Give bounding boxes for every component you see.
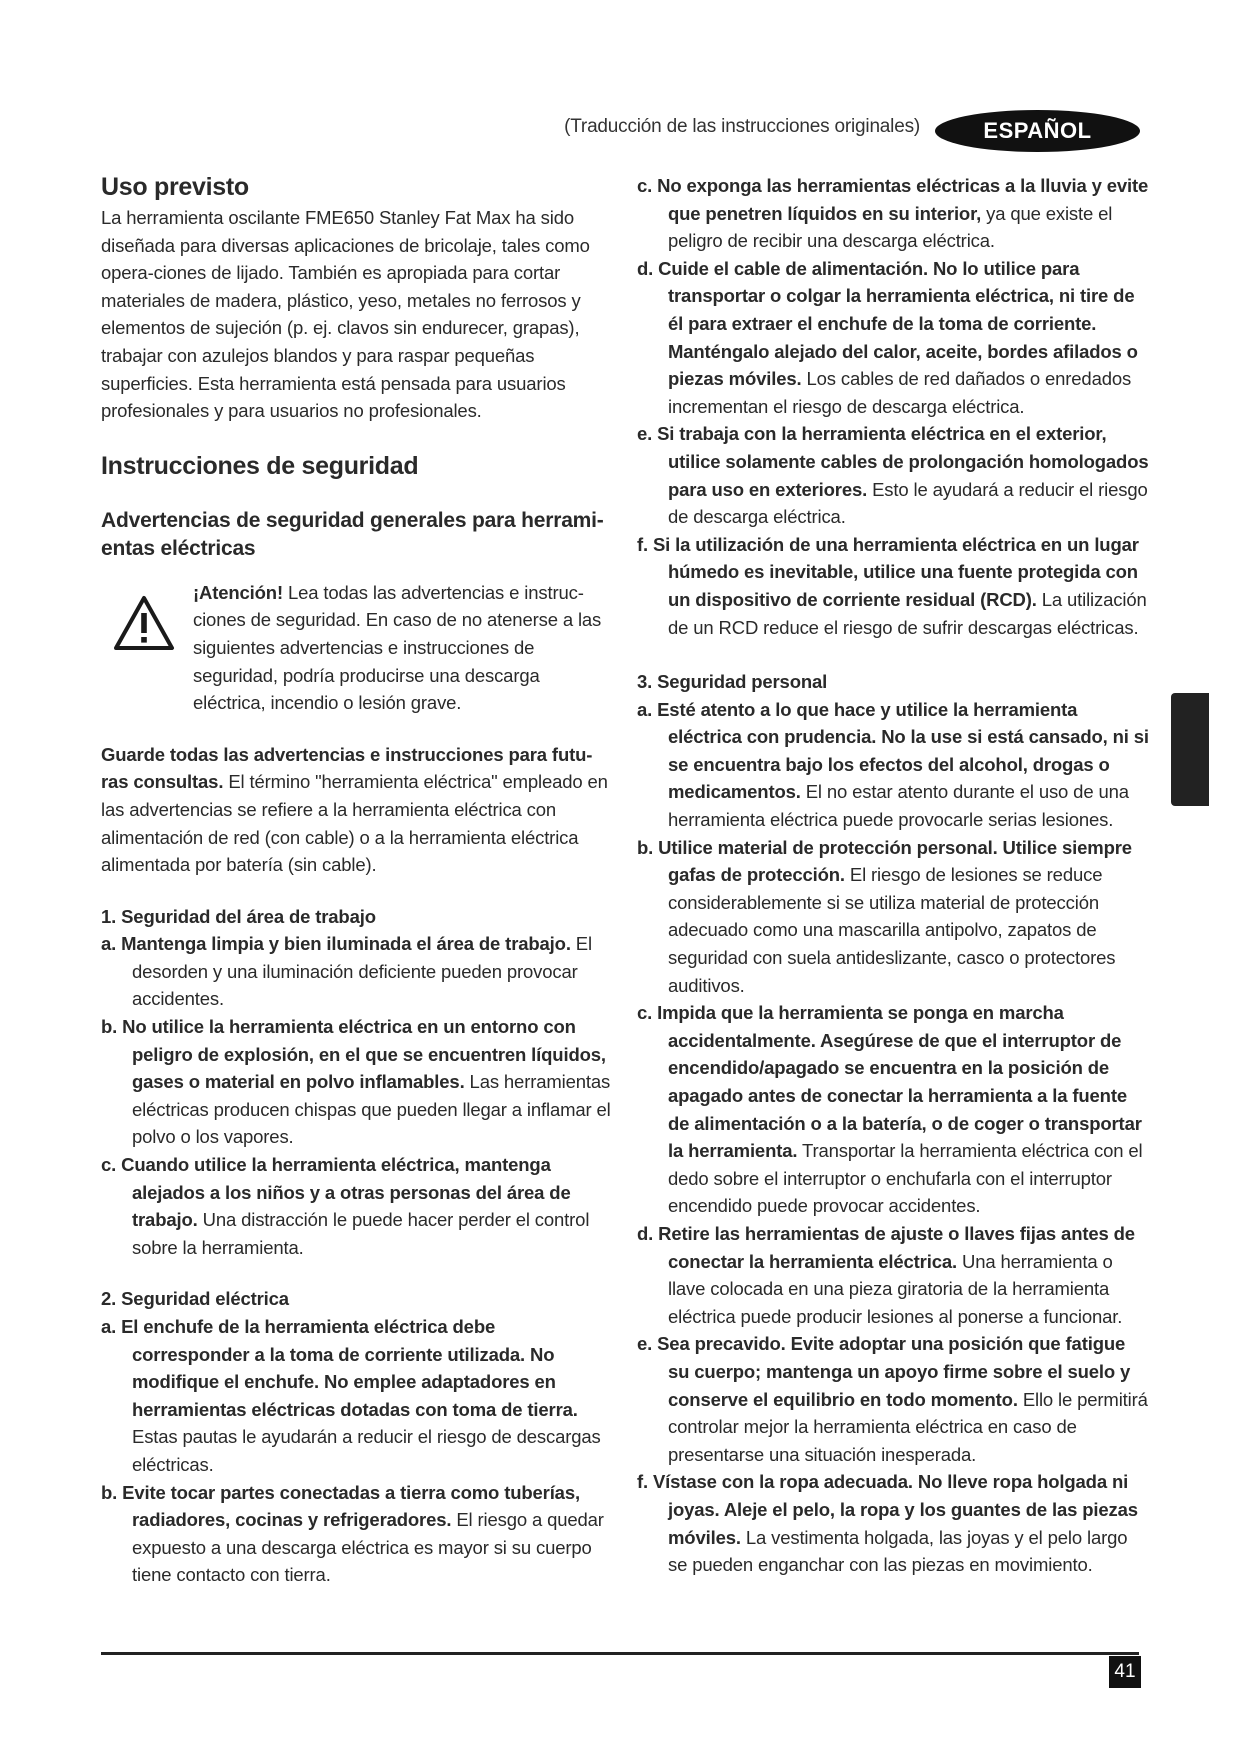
list-item: a. Esté atento a lo que hace y utilice la herramienta eléctrica con prudencia. No la use si está cansado, ni si se encuentra bajo los efectos del alcohol, drogas o medicamentos. El no estar atento durante el uso de una herramienta eléctrica puede provocarle serias lesiones. (637, 698, 1149, 831)
list-item: c. No exponga las herramientas eléctricas a la lluvia y evite que penetren líquidos en su interior, ya que existe el peligro de recibir una descarga eléctrica. (637, 175, 1149, 252)
warning-block (101, 579, 611, 717)
list-item: e. Si trabaja con la herramienta eléctrica en el exterior, utilice solamente cables de prolongación homologados para uso en exteriores. Esto le ayudará a reducir el riesgo de descarga eléctrica. (637, 423, 1149, 528)
footer-rule (101, 1652, 1139, 1655)
list-item: b. Evite tocar partes conectadas a tierra como tuberías, radiadores, cocinas y refrigeradores. El riesgo a quedar expuesto a una descarga eléctrica es mayor si su cuerpo tiene contacto con tierra. (101, 1481, 604, 1586)
list-item: a. Mantenga limpia y bien iluminada el área de trabajo. El desorden y una iluminación deficiente pueden provocar accidentes. (101, 933, 592, 1010)
language-badge: ESPAÑOL (935, 110, 1140, 152)
advertencias-heading: Advertencias de seguridad generales para herrami-entas eléctricas (101, 508, 604, 560)
list-item: b. Utilice material de protección personal. Utilice siempre gafas de protección. El riesgo de lesiones se reduce considerablemente si se utiliza material de protección adecuado como una mascarilla antipolvo, zapatos de seguridad con suela antideslizante, casco o protectores auditivos. (637, 836, 1132, 996)
instrucciones-seguridad-heading: Instrucciones de seguridad (101, 451, 419, 480)
warning-triangle-icon (113, 595, 175, 651)
section-2-heading: 2. Seguridad eléctrica (101, 1288, 289, 1310)
warning-text: ¡Atención! Lea todas las advertencias e instruc-ciones de seguridad. En caso de no atenerse a las siguientes advertencias e instrucciones de seguridad, podría producirse una descarga eléctrica, incendio o lesión grave. (193, 581, 602, 714)
section-1-heading: 1. Seguridad del área de trabajo (101, 905, 376, 927)
section-thumb-tab (1171, 693, 1209, 806)
list-item: f. Vístase con la ropa adecuada. No lleve ropa holgada ni joyas. Aleje el pelo, la ropa y los guantes de las piezas móviles. La vestimenta holgada, las joyas y el pelo largo se pueden enganchar con las piezas en movimiento. (637, 1471, 1138, 1576)
left-column (101, 170, 611, 1589)
list-item: b. No utilice la herramienta eléctrica en un entorno con peligro de explosión, en el que se encuentren líquidos, gases o material en polvo inflamables. Las herramientas eléctricas producen chispas que pueden llegar a inflamar el polvo o los vapores. (101, 1016, 611, 1148)
uso-previsto-heading: Uso previsto (101, 173, 249, 201)
section-3-heading: 3. Seguridad personal (637, 671, 828, 693)
list-item: d. Cuide el cable de alimentación. No lo utilice para transportar o colgar la herramienta eléctrica, ni tire de él para extraer el enchufe de la toma de corriente. Manténgalo alejado del calor, aceite, bordes afilados o piezas móviles. Los cables de red dañados o enredados incrementan el riesgo de descarga eléctrica. (637, 257, 1138, 417)
page-number: 41 (1109, 1656, 1141, 1688)
translation-note: (Traducción de las instrucciones originales) (564, 116, 920, 137)
list-item: f. Si la utilización de una herramienta eléctrica en un lugar húmedo es inevitable, utilice una fuente protegida con un dispositivo de corriente residual (RCD). La utilización de un RCD reduce el riesgo de sufrir descargas eléctricas. (637, 533, 1147, 638)
list-item: c. Cuando utilice la herramienta eléctrica, mantenga alejados a los niños y a otras personas del área de trabajo. Una distracción le puede hacer perder el control sobre la herramienta. (101, 1154, 590, 1258)
right-column (637, 172, 1149, 1579)
list-item: a. El enchufe de la herramienta eléctrica debe corresponder a la toma de corriente utilizada. No modifique el enchufe. No emplee adaptadores en herramientas eléctricas dotadas con toma de tierra. Estas pautas le ayudarán a reducir el riesgo de descargas eléctricas. (101, 1316, 601, 1475)
uso-previsto-text: La herramienta oscilante FME650 Stanley Fat Max ha sido diseñada para diversas aplicaciones de bricolaje, tales como opera-ciones de lijado. También es apropiada para cortar materiales de madera, plástico, yeso, metales no ferrosos y elementos de sujeción (p. ej. clavos sin endurecer, grapas), trabajar con azulejos blandos y para raspar pequeñas superficies. Esta herramienta está pensada para usuarios profesionales y para usuarios no profesionales. (101, 207, 590, 422)
warning-label: ¡Atención! (193, 581, 283, 603)
list-item: e. Sea precavido. Evite adoptar una posición que fatigue su cuerpo; mantenga un apoyo firme sobre el suelo y conserve el equilibrio en todo momento. Ello le permitirá controlar mejor la herramienta eléctrica en caso de presentarse una situación inesperada. (637, 1333, 1148, 1465)
list-item: d. Retire las herramientas de ajuste o llaves fijas antes de conectar la herramienta eléctrica. Una herramienta o llave colocada en una pieza giratoria de la herramienta eléctrica puede producir lesiones al ponerse a funcionar. (637, 1222, 1135, 1327)
guarde-paragraph: Guarde todas las advertencias e instrucciones para futu-ras consultas. El término "herramienta eléctrica" empleado en las advertencias se refiere a la herramienta eléctrica con alimentación de red (con cable) o a la herramienta eléctrica alimentada por batería (sin cable). (101, 743, 608, 876)
list-item: c. Impida que la herramienta se ponga en marcha accidentalmente. Asegúrese de que el interruptor de encendido/apagado se encuentra en la posición de apagado antes de conectar la herramienta a la fuente de alimentación o a la batería, o de coger o transportar la herramienta. Transportar la herramienta eléctrica con el dedo sobre el interruptor o enchufarla con el interruptor encendido puede provocar accidentes. (637, 1002, 1143, 1217)
